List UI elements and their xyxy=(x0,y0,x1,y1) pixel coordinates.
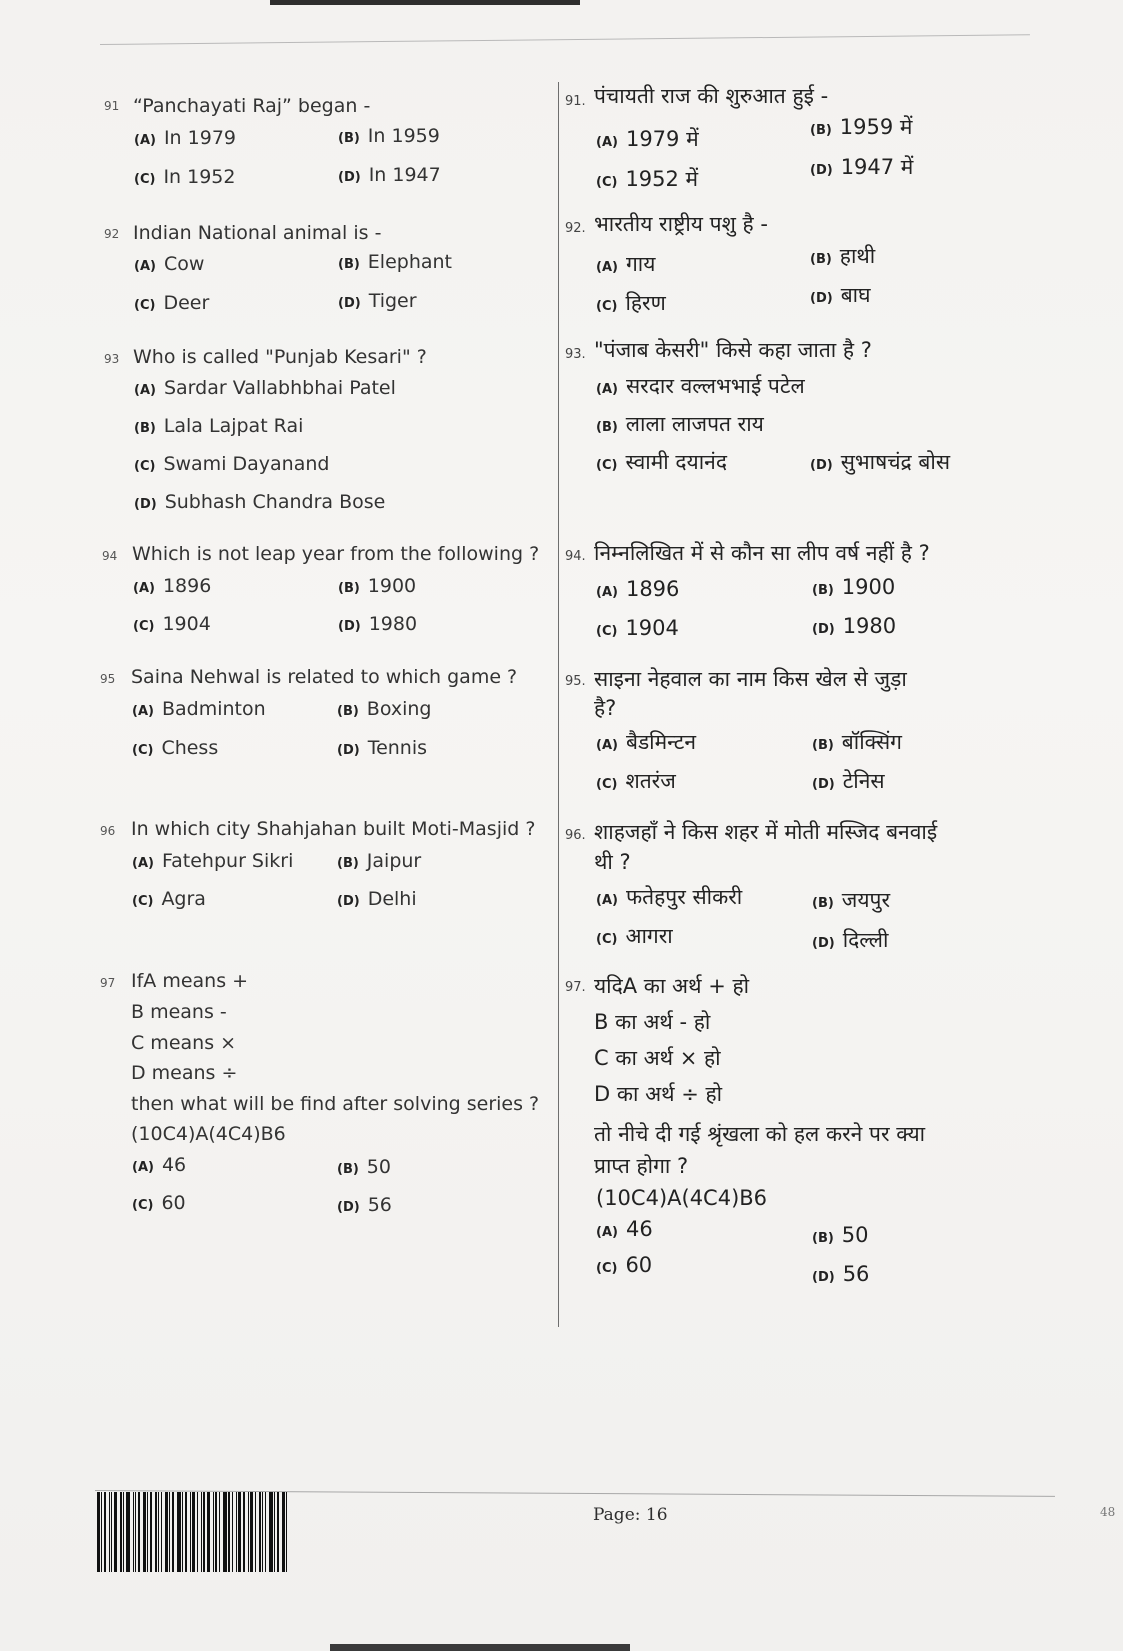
question-text: “Panchayati Raj” began - xyxy=(133,95,371,117)
question-text: Indian National animal is - xyxy=(133,222,382,244)
barcode-bar xyxy=(201,1492,202,1572)
option-b: (B) In 1959 xyxy=(338,125,440,147)
option-c: (C) 1904 xyxy=(133,613,211,635)
option-b: (B) 1900 xyxy=(812,575,896,599)
barcode-bar xyxy=(120,1492,122,1572)
option-a: (A) 1979 में xyxy=(596,127,699,151)
question-line: शाहजहाँ ने किस शहर में मोती मस्जिद बनवाई xyxy=(594,820,938,844)
option-a: (A) गाय xyxy=(596,252,656,276)
question-number: 95. xyxy=(565,674,586,689)
barcode-bar xyxy=(219,1492,220,1572)
barcode-bar xyxy=(150,1492,152,1572)
option-d: (D) सुभाषचंद्र बोस xyxy=(810,450,951,474)
option-b: (B) Jaipur xyxy=(337,850,422,872)
question-line: तो नीचे दी गई श्रृंखला को हल करने पर क्या xyxy=(594,1122,926,1146)
option-c: (C) Deer xyxy=(134,292,210,314)
option-b: (B) बॉक्सिंग xyxy=(812,730,903,754)
option-d: (D) 1947 में xyxy=(810,155,914,179)
option-b: (B) Boxing xyxy=(337,698,432,720)
option-c: (C) 1904 xyxy=(596,616,679,640)
question-line: यदिA का अर्थ + हो xyxy=(594,974,750,998)
barcode-bar xyxy=(277,1492,279,1572)
barcode-bar xyxy=(269,1492,273,1572)
barcode-bar xyxy=(161,1492,162,1572)
barcode-bar xyxy=(138,1492,140,1572)
option-d: (D) In 1947 xyxy=(338,164,441,186)
option-d: (D) Delhi xyxy=(337,888,417,910)
barcode-bar xyxy=(274,1492,275,1572)
option-b: (B) 1959 में xyxy=(810,115,913,139)
barcode-bar xyxy=(259,1492,261,1572)
option-c: (C) 60 xyxy=(596,1253,653,1277)
question-number: 96 xyxy=(100,824,116,838)
page-number-label: Page: 16 xyxy=(593,1505,668,1525)
question-number: 93 xyxy=(104,352,120,366)
barcode-bar xyxy=(236,1492,237,1572)
question-line: D means ÷ xyxy=(131,1062,238,1084)
question-number: 96. xyxy=(565,828,586,843)
option-c: (C) हिरण xyxy=(596,291,666,315)
option-a: (A) 1896 xyxy=(596,577,680,601)
barcode-bar xyxy=(126,1492,130,1572)
option-d: (D) Tiger xyxy=(338,290,417,312)
barcode-bar xyxy=(207,1492,210,1572)
option-c: (C) Chess xyxy=(132,737,219,759)
question-line: D का अर्थ ÷ हो xyxy=(594,1082,723,1106)
barcode-bar xyxy=(182,1492,183,1572)
question-text: In which city Shahjahan built Moti-Masjid ? xyxy=(131,818,536,840)
option-a: (A) सरदार वल्लभभाई पटेल xyxy=(596,374,805,398)
option-c: (C) Agra xyxy=(132,888,206,910)
option-d: (D) 1980 xyxy=(338,613,418,635)
question-line: IfA means + xyxy=(131,970,249,992)
barcode-bar xyxy=(177,1492,181,1572)
barcode-bar xyxy=(172,1492,174,1572)
question-line: B means - xyxy=(131,1001,227,1023)
question-line: (10C4)A(4C4)B6 xyxy=(131,1123,286,1145)
option-a: (A) Badminton xyxy=(132,698,266,720)
header-rule xyxy=(100,34,1030,45)
question-number: 93. xyxy=(565,347,586,362)
question-text: Who is called "Punjab Kesari" ? xyxy=(133,346,427,368)
question-number: 92. xyxy=(565,221,586,236)
barcode-bar xyxy=(282,1492,285,1572)
question-line: है? xyxy=(594,696,617,720)
barcode-bar xyxy=(123,1492,124,1572)
barcode-bar xyxy=(111,1492,112,1572)
barcode-bar xyxy=(232,1492,233,1572)
barcode-bar xyxy=(133,1492,134,1572)
barcode-bar xyxy=(203,1492,205,1572)
barcode-bar xyxy=(228,1492,230,1572)
barcode-bar xyxy=(248,1492,249,1572)
option-b: (B) 50 xyxy=(812,1223,869,1247)
option-b: (B) जयपुर xyxy=(812,888,891,912)
question-number: 95 xyxy=(100,672,116,686)
option-b: (B) Elephant xyxy=(338,251,453,273)
barcode-bar xyxy=(104,1492,106,1572)
option-a: (A) 46 xyxy=(596,1217,653,1241)
option-d: (D) दिल्ली xyxy=(812,928,889,952)
option-d: (D) टेनिस xyxy=(812,769,885,793)
question-text: भारतीय राष्ट्रीय पशु है - xyxy=(594,212,768,236)
question-number: 91 xyxy=(104,99,120,113)
barcode-bar xyxy=(101,1492,102,1572)
option-b: (B) Lala Lajpat Rai xyxy=(134,415,304,437)
barcode-bar xyxy=(97,1492,100,1572)
question-line: साइना नेहवाल का नाम किस खेल से जुड़ा xyxy=(594,667,907,691)
option-d: (D) 1980 xyxy=(812,614,897,638)
question-text: "पंजाब केसरी" किसे कहा जाता है ? xyxy=(594,338,872,362)
option-a: (A) 46 xyxy=(132,1154,187,1176)
option-c: (C) 1952 में xyxy=(596,167,699,191)
barcode-bar xyxy=(243,1492,245,1572)
question-line: (10C4)A(4C4)B6 xyxy=(596,1186,768,1210)
option-b: (B) 50 xyxy=(337,1156,391,1178)
barcode-image xyxy=(97,1492,294,1572)
page-code: 48 xyxy=(1100,1505,1116,1519)
option-d: (D) 56 xyxy=(337,1194,392,1216)
barcode-bar xyxy=(155,1492,157,1572)
question-text: पंचायती राज की शुरुआत हुई - xyxy=(594,84,829,108)
question-number: 94 xyxy=(102,549,118,563)
question-text: Which is not leap year from the following ? xyxy=(132,543,540,565)
question-line: थी ? xyxy=(594,850,631,874)
barcode-bar xyxy=(223,1492,227,1572)
barcode-bar xyxy=(192,1492,195,1572)
barcode-bar xyxy=(197,1492,198,1572)
option-a: (A) Cow xyxy=(134,253,205,275)
option-d: (D) बाघ xyxy=(810,283,871,307)
option-a: (A) बैडमिन्टन xyxy=(596,730,697,754)
option-a: (A) फतेहपुर सीकरी xyxy=(596,885,743,909)
option-d: (D) Subhash Chandra Bose xyxy=(134,491,386,513)
option-c: (C) शतरंज xyxy=(596,769,676,793)
question-text: निम्नलिखित में से कौन सा लीप वर्ष नहीं है ? xyxy=(594,541,930,565)
option-a: (A) 1896 xyxy=(133,575,212,597)
barcode-bar xyxy=(114,1492,117,1572)
page-bottom-edge xyxy=(330,1644,630,1651)
barcode-bar xyxy=(169,1492,170,1572)
question-number: 92 xyxy=(104,227,120,241)
option-c: (C) In 1952 xyxy=(134,166,236,188)
option-b: (B) हाथी xyxy=(810,244,876,268)
barcode-bar xyxy=(262,1492,263,1572)
barcode-bar xyxy=(165,1492,168,1572)
option-a: (A) In 1979 xyxy=(134,127,236,149)
barcode-bar xyxy=(255,1492,256,1572)
option-d: (D) 56 xyxy=(812,1262,870,1286)
barcode-bar xyxy=(250,1492,253,1572)
barcode-bar xyxy=(109,1492,110,1572)
barcode-bar xyxy=(158,1492,159,1572)
barcode-bar xyxy=(147,1492,148,1572)
barcode-bar xyxy=(238,1492,241,1572)
barcode-bar xyxy=(143,1492,146,1572)
question-line: प्राप्त होगा ? xyxy=(594,1154,689,1178)
question-line: B का अर्थ - हो xyxy=(594,1010,711,1034)
option-a: (A) Sardar Vallabhbhai Patel xyxy=(134,377,396,399)
barcode-bar xyxy=(286,1492,287,1572)
option-c: (C) आगरा xyxy=(596,924,673,948)
option-b: (B) 1900 xyxy=(338,575,417,597)
option-c: (C) Swami Dayanand xyxy=(134,453,330,475)
question-line: C का अर्थ × हो xyxy=(594,1046,721,1070)
column-divider xyxy=(558,82,559,1327)
barcode-bar xyxy=(265,1492,266,1572)
barcode-bar xyxy=(190,1492,191,1572)
barcode-bar xyxy=(213,1492,214,1572)
option-c: (C) 60 xyxy=(132,1192,186,1214)
page-top-edge xyxy=(270,0,580,5)
barcode-bar xyxy=(215,1492,217,1572)
option-c: (C) स्वामी दयानंद xyxy=(596,450,727,474)
question-number: 97. xyxy=(565,980,586,995)
option-d: (D) Tennis xyxy=(337,737,428,759)
question-text: Saina Nehwal is related to which game ? xyxy=(131,666,518,688)
barcode-bar xyxy=(135,1492,136,1572)
question-number: 91. xyxy=(565,94,586,109)
question-number: 97 xyxy=(100,976,116,990)
option-a: (A) Fatehpur Sikri xyxy=(132,850,294,872)
question-line: then what will be find after solving series ? xyxy=(131,1093,540,1115)
question-number: 94. xyxy=(565,549,586,564)
question-line: C means × xyxy=(131,1032,237,1054)
option-b: (B) लाला लाजपत राय xyxy=(596,412,764,436)
barcode-bar xyxy=(185,1492,187,1572)
